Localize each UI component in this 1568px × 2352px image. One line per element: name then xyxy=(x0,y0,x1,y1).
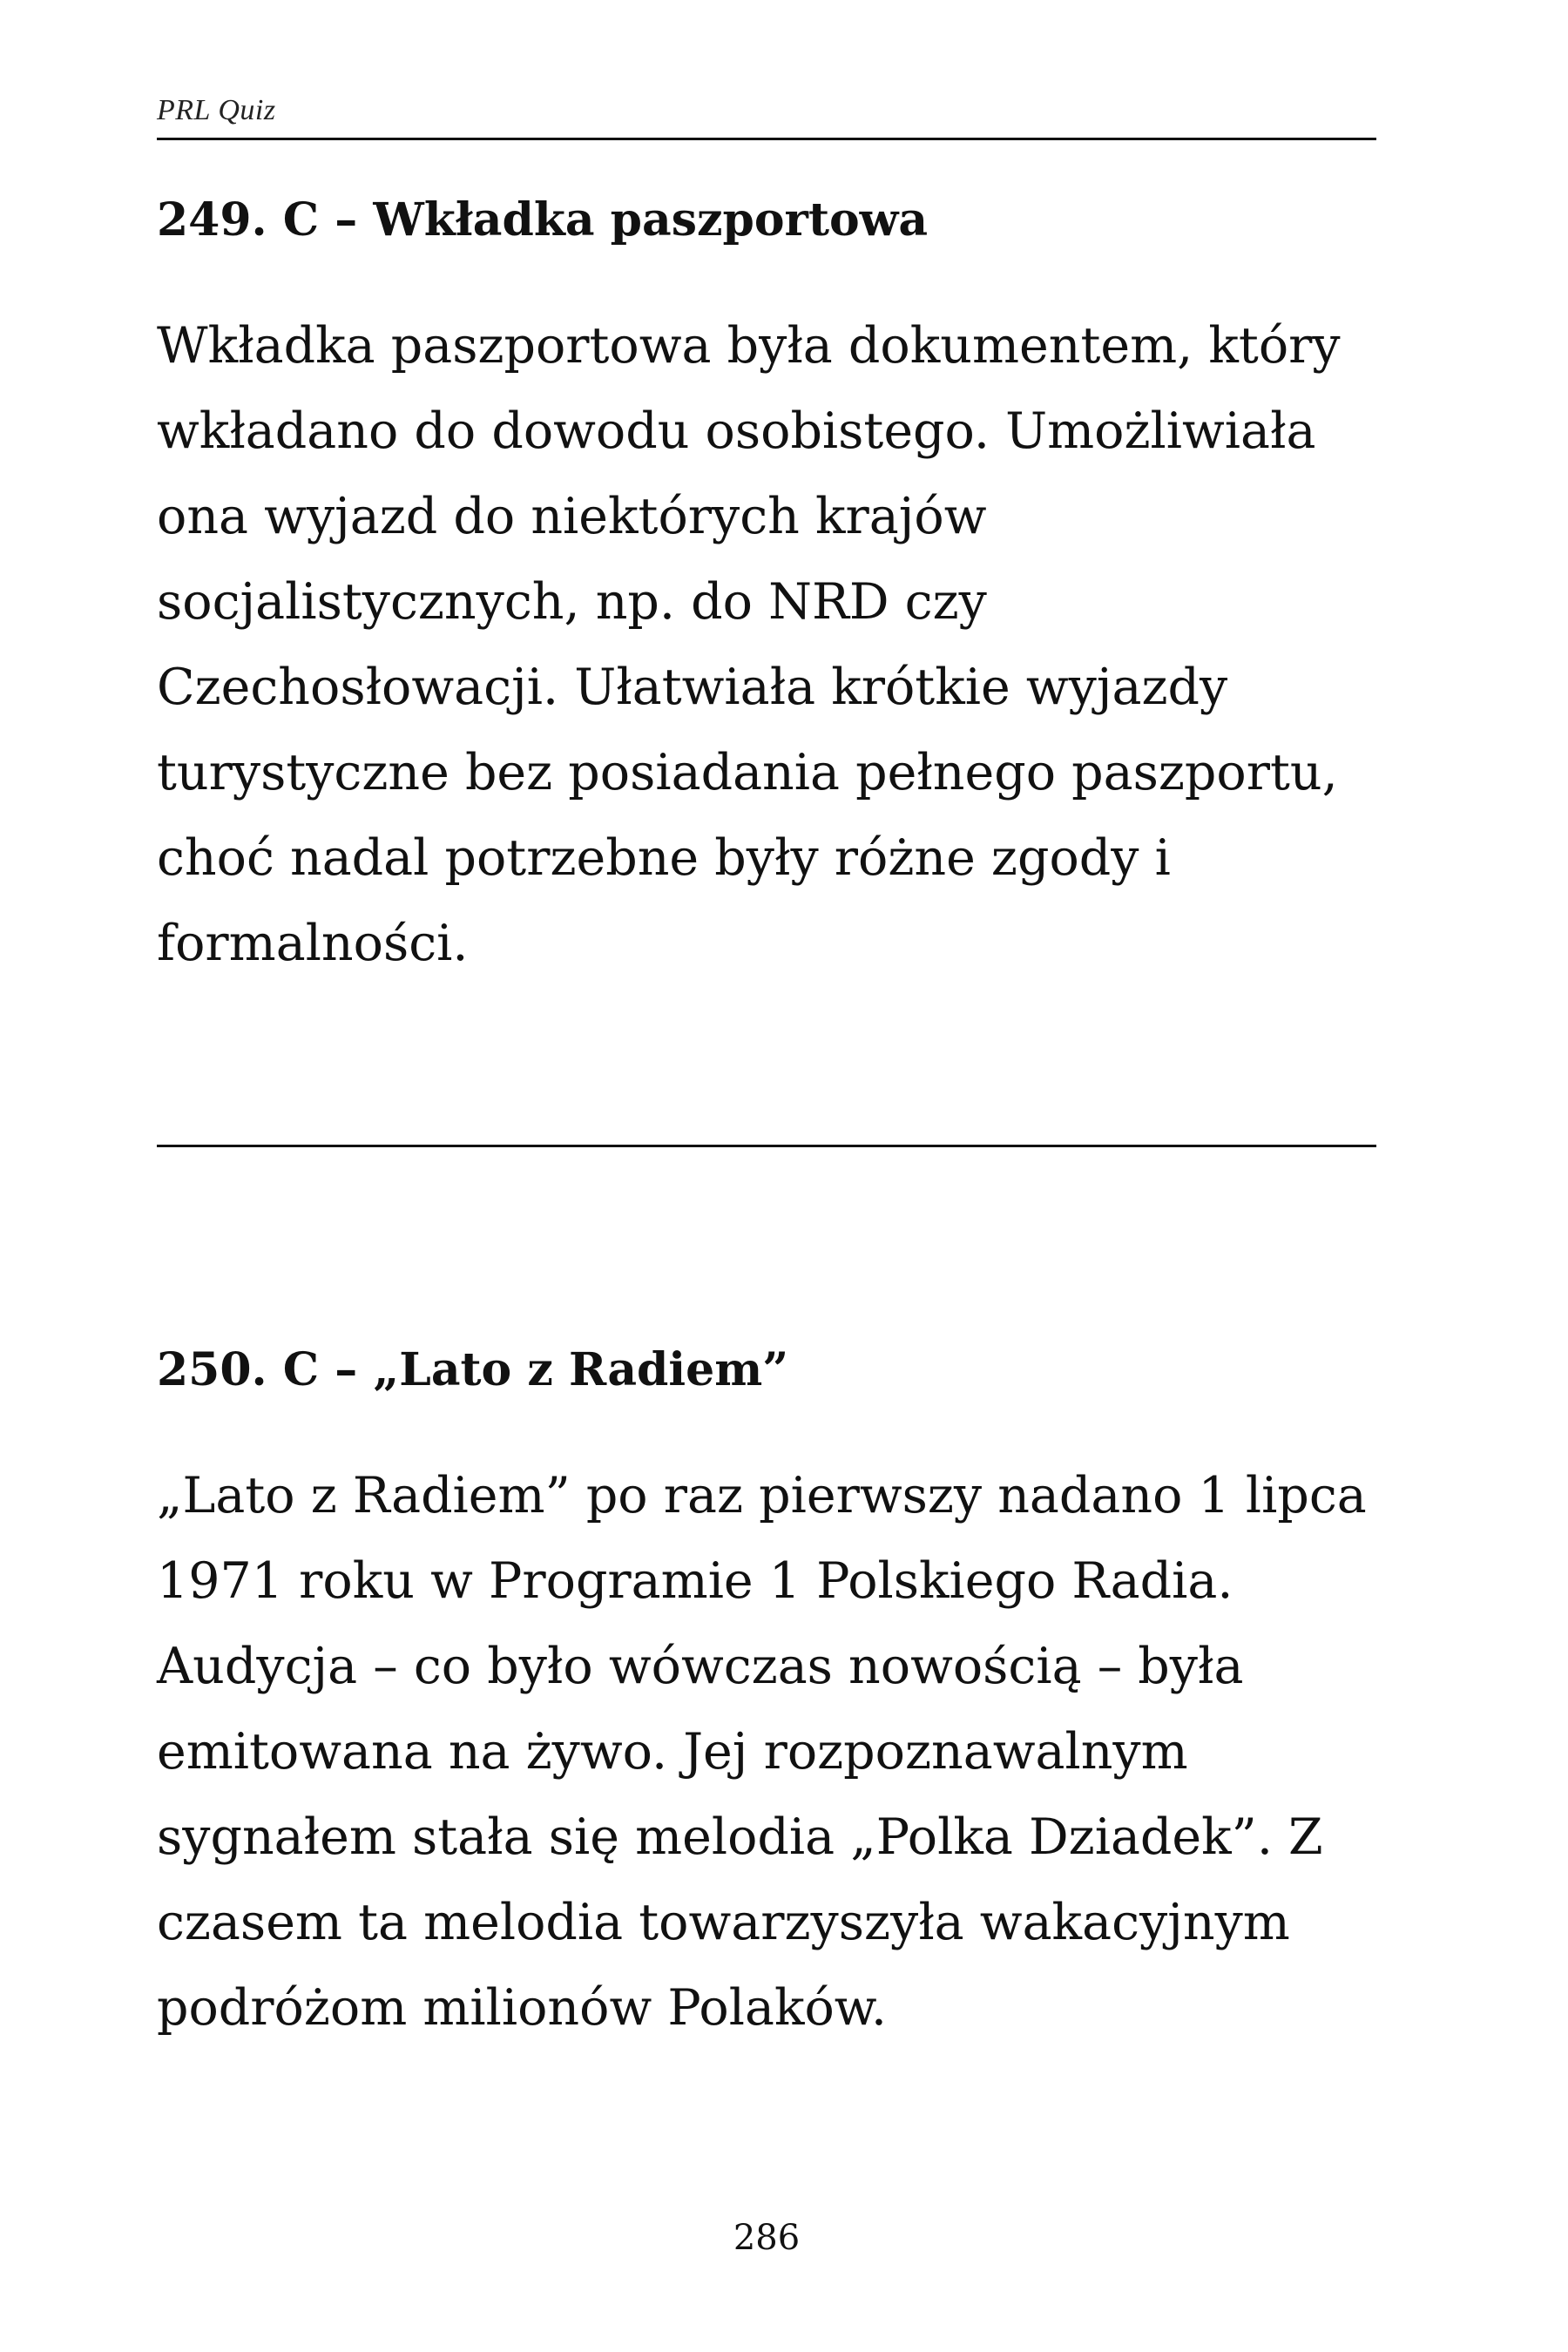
body-line: Audycja – co było wówczas nowością – była xyxy=(157,1638,1244,1695)
body-line: „Lato z Radiem” po raz pierwszy nadano 1 lipca xyxy=(157,1467,1367,1524)
body-line: Wkładka paszportowa była dokumentem, który xyxy=(157,317,1341,375)
body-line: formalności. xyxy=(157,915,469,972)
body-line: podróżom milionów Polaków. xyxy=(157,1979,887,2037)
body-line: czasem ta melodia towarzyszyła wakacyjnym xyxy=(157,1894,1290,1951)
body-line: wkładano do dowodu osobistego. Umożliwiała xyxy=(157,402,1316,460)
body-line: ona wyjazd do niektórych krajów xyxy=(157,488,987,545)
entry-title-250: 250. C – „Lato z Radiem” xyxy=(157,1343,789,1396)
running-header: PRL Quiz xyxy=(157,94,276,126)
body-line: Czechosłowacji. Ułatwiała krótkie wyjazdy xyxy=(157,659,1228,716)
header-divider xyxy=(157,138,1376,140)
entry-body-249 xyxy=(157,303,1394,986)
body-line: sygnałem stała się melodia „Polka Dziadek”. Z xyxy=(157,1808,1323,1866)
body-line: turystyczne bez posiadania pełnego paszportu, xyxy=(157,744,1338,801)
body-line: choć nadal potrzebne były różne zgody i xyxy=(157,829,1171,887)
section-divider xyxy=(157,1145,1376,1147)
body-line: 1971 roku w Programie 1 Polskiego Radia. xyxy=(157,1552,1233,1610)
body-line: socjalistycznych, np. do NRD czy xyxy=(157,573,987,631)
entry-title-249: 249. C – Wkładka paszportowa xyxy=(157,193,929,247)
body-line: emitowana na żywo. Jej rozpoznawalnym xyxy=(157,1723,1188,1781)
page-number: 286 xyxy=(733,2218,801,2258)
entry-body-250 xyxy=(157,1453,1394,2051)
